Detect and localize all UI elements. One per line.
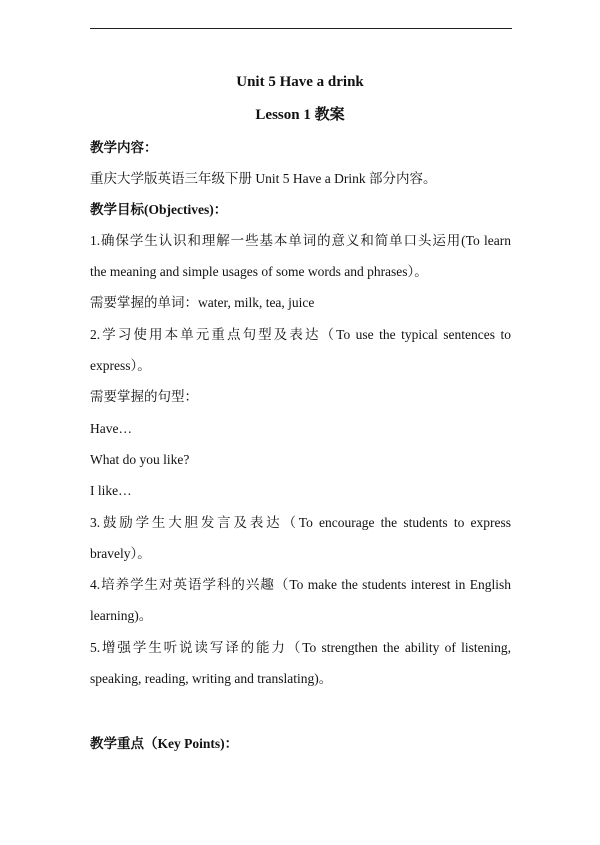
sentences-heading: 需要掌握的句型： <box>90 389 198 404</box>
required-words: 需要掌握的单词：water, milk, tea, juice <box>90 295 315 310</box>
content-text: 重庆大学版英语三年级下册 Unit 5 Have a Drink 部分内容。 <box>90 171 437 186</box>
objective-5-line-1: 5.增强学生听说读写译的能力（To strengthen the ability of listening, <box>90 640 511 655</box>
objective-3-line-2: bravely）。 <box>90 546 151 561</box>
document-title: Unit 5 Have a drink <box>236 74 364 90</box>
objective-4-line-2: learning)。 <box>90 608 153 623</box>
objective-4-line-1: 4.培养学生对英语学科的兴趣（To make the students interest in English <box>90 577 511 592</box>
header-rule <box>90 28 512 29</box>
objective-1-line-2: the meaning and simple usages of some words and phrases）。 <box>90 264 428 279</box>
content-heading: 教学内容： <box>90 140 158 155</box>
objective-5-line-2: speaking, reading, writing and translating)。 <box>90 671 333 686</box>
sentence-pattern-1: Have… <box>90 421 132 436</box>
objective-2-line-2: express）。 <box>90 358 151 373</box>
objectives-heading: 教学目标(Objectives)： <box>90 202 228 217</box>
key-points-heading: 教学重点（Key Points)： <box>90 736 239 751</box>
objective-1-line-1: 1.确保学生认识和理解一些基本单词的意义和简单口头运用(To learn <box>90 233 511 248</box>
sentence-pattern-2: What do you like? <box>90 452 190 467</box>
objective-3-line-1: 3.鼓励学生大胆发言及表达（To encourage the students to express <box>90 515 511 530</box>
objective-2-line-1: 2.学习使用本单元重点句型及表达（To use the typical sentences to <box>90 327 511 342</box>
sentence-pattern-3: I like… <box>90 483 132 498</box>
document-subtitle: Lesson 1 教案 <box>255 107 345 123</box>
